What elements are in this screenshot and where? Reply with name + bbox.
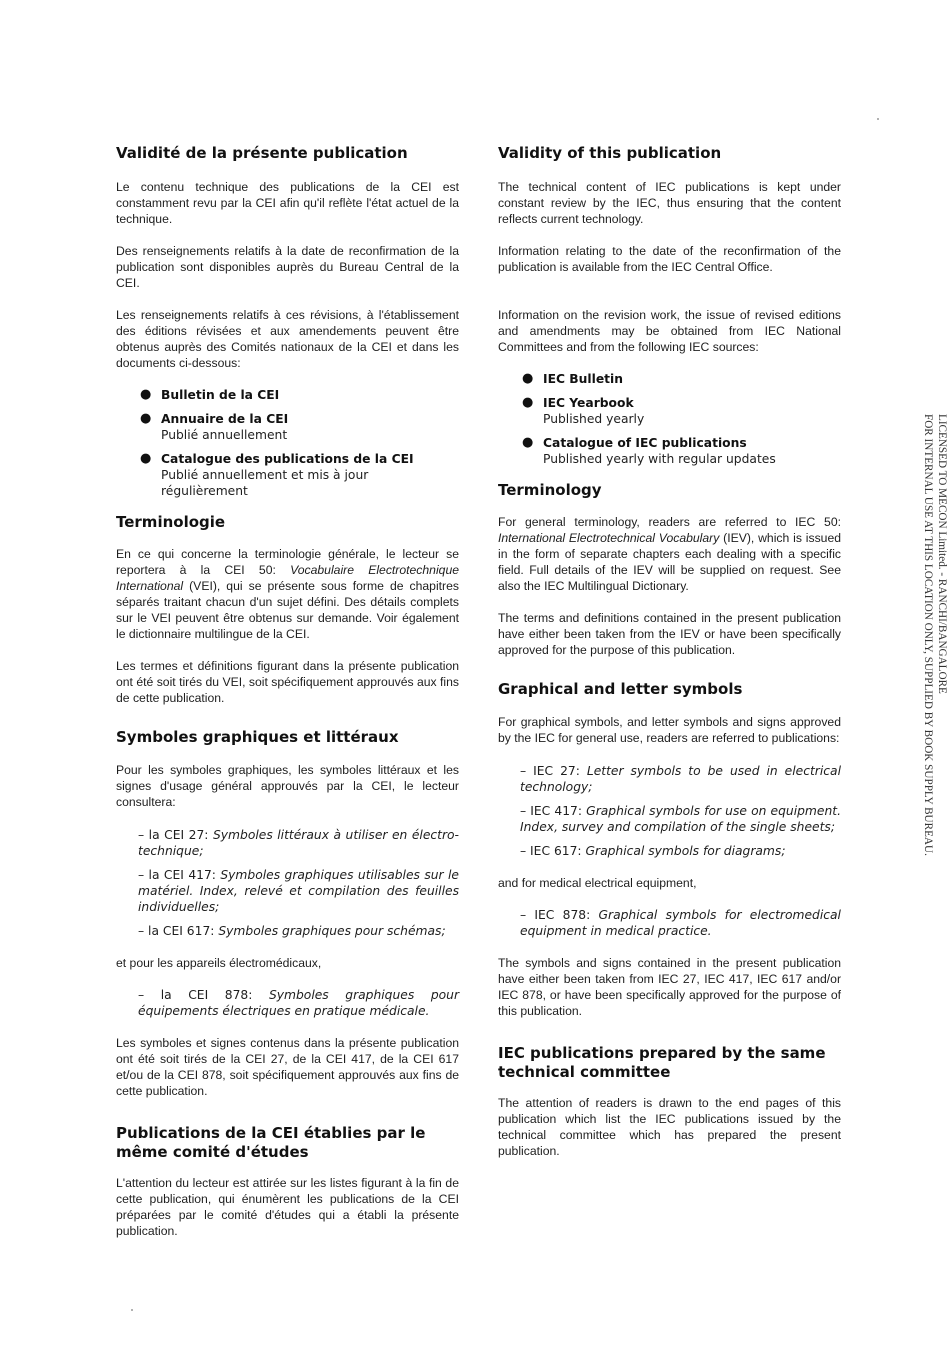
license-line-1: LICENSED TO MECON Limited. - RANCHI/BANGALORE	[936, 414, 948, 694]
fr-symbols-cei617: – la CEI 617: Symboles graphiques pour schémas;	[138, 924, 446, 938]
fr-symbols-cei417: – la CEI 417: Symboles graphiques utilisables sur le matériel. Index, relevé et compilation des feuilles individuelles;	[138, 868, 459, 914]
en-symbols-iec617: – IEC 617: Graphical symbols for diagrams;	[520, 844, 786, 858]
bullet-icon: ●	[140, 451, 152, 466]
en-bullet1-title: IEC Bulletin	[543, 372, 624, 386]
bullet-icon: ●	[522, 371, 534, 386]
bullet-icon: ●	[140, 387, 152, 402]
bullet-icon: ●	[140, 411, 152, 426]
en-symbols-p3: The symbols and signs contained in the present publication have either been taken from IEC 27, IEC 417, IEC 617 and/or IEC 878, or have been specifically approved for the purpose of this publication.	[498, 956, 841, 1018]
fr-symbols-p3: Les symboles et signes contenus dans la présente publication ont été soit tirés de la CEI 27, de la CEI 417, de la CEI 617 et/ou de la CEI 878, soit spécifiquement approuvés aux fins de cette publication.	[116, 1036, 459, 1098]
fr-bullet2-sub: Publié annuellement	[161, 428, 288, 442]
fr-bullet2-title: Annuaire de la CEI	[161, 412, 289, 426]
fr-symbols-p2: et pour les appareils électromédicaux,	[116, 956, 322, 970]
en-symbols-p2: and for medical electrical equipment,	[498, 876, 697, 890]
en-symbols-iec27: – IEC 27: Letter symbols to be used in electrical technology;	[520, 764, 841, 794]
en-symbols-iec417: – IEC 417: Graphical symbols for use on equipment. Index, survey and compilation of the single sheets;	[520, 804, 841, 834]
english-column	[498, 142, 841, 1159]
en-committee-heading: IEC publications prepared by the same technical committee	[498, 1044, 826, 1081]
scan-speck	[877, 118, 879, 120]
fr-symbols-cei27: – la CEI 27: Symboles littéraux à utiliser en électro-technique;	[138, 828, 459, 858]
fr-committee-heading: Publications de la CEI établies par le même comité d'études	[116, 1124, 426, 1161]
en-bullet3-title: Catalogue of IEC publications	[543, 436, 747, 450]
fr-terminology-p2: Les termes et définitions figurant dans la présente publication ont été soit tirés du VEI, soit spécifiquement approuvés aux fins de cette publication.	[116, 659, 459, 705]
en-terminology-p1: For general terminology, readers are referred to IEC 50: International Electrotechnical Vocabulary (IEV), which is issued in the form of separate chapters each dealing with a specific field. Full details of the IEV will be supplied on request. See also the IEC Multilingual Dictionary.	[498, 515, 841, 593]
fr-validity-heading: Validité de la présente publication	[116, 144, 408, 162]
fr-bullet3-sub: Publié annuellement et mis à jour régulièrement	[161, 468, 369, 498]
en-bullet-bulletin	[498, 371, 841, 387]
fr-terminology-heading: Terminologie	[116, 513, 226, 531]
scan-speck	[131, 1309, 133, 1311]
en-validity-p1: The technical content of IEC publications is kept under constant review by the IEC, thus ensuring that the content reflects current technology.	[498, 180, 841, 226]
license-line-2: FOR INTERNAL USE AT THIS LOCATION ONLY, SUPPLIED BY BOOK SUPPLY BUREAU.	[922, 414, 934, 856]
fr-validity-p1: Le contenu technique des publications de la CEI est constamment revu par la CEI afin qu'il reflète l'état actuel de la technique.	[116, 180, 459, 226]
bullet-icon: ●	[522, 435, 534, 450]
fr-bullet-bulletin	[116, 387, 459, 403]
fr-terminology-p1: En ce qui concerne la terminologie générale, le lecteur se reportera à la CEI 50: Vocabulaire Electrotechnique International (VEI), qui se présente sous forme de chapitres séparés traitant chacun d'un sujet défini. Des détails complets sur le VEI peuvent être obtenus sur demande. Voir également le dictionnaire multilingue de la CEI.	[116, 547, 459, 641]
en-bullet3-sub: Published yearly with regular updates	[543, 452, 776, 466]
fr-bullet-catalogue	[116, 451, 459, 499]
fr-validity-p2: Des renseignements relatifs à la date de reconfirmation de la publication sont disponibles auprès du Bureau Central de la CEI.	[116, 244, 459, 290]
fr-bullet3-title: Catalogue des publications de la CEI	[161, 452, 414, 466]
en-committee-p1: The attention of readers is drawn to the end pages of this publication which list the IEC publications issued by the technical committee which has prepared the present publication.	[498, 1096, 841, 1158]
en-symbols-p1: For graphical symbols, and letter symbols and signs approved by the IEC for general use, readers are referred to publications:	[498, 715, 841, 745]
en-symbols-iec878: – IEC 878: Graphical symbols for electromedical equipment in medical practice.	[520, 908, 841, 938]
fr-bullet-annuaire	[116, 411, 459, 443]
license-watermark	[917, 414, 949, 924]
bullet-icon: ●	[522, 395, 534, 410]
en-validity-heading: Validity of this publication	[498, 144, 722, 162]
en-terminology-p2: The terms and definitions contained in the present publication have either been taken from the IEV or have been specifically approved for the purpose of this publication.	[498, 611, 841, 657]
fr-committee-p1: L'attention du lecteur est attirée sur les listes figurant à la fin de cette publication, qui énumèrent les publications de la CEI préparées par le comité d'études qui a établi la présente publication.	[116, 1176, 459, 1238]
en-terminology-heading: Terminology	[498, 481, 602, 499]
en-bullet-catalogue	[498, 435, 841, 467]
en-symbols-heading: Graphical and letter symbols	[498, 680, 743, 698]
en-bullet2-title: IEC Yearbook	[543, 396, 634, 410]
fr-symbols-heading: Symboles graphiques et littéraux	[116, 728, 399, 746]
en-validity-p3: Information on the revision work, the issue of revised editions and amendments may be obtained from IEC National Committees and from the following IEC sources:	[498, 308, 841, 354]
en-bullet2-sub: Published yearly	[543, 412, 645, 426]
fr-symbols-cei878: – la CEI 878: Symboles graphiques pour équipements électriques en pratique médicale.	[138, 988, 459, 1018]
fr-validity-p3: Les renseignements relatifs à ces révisions, à l'établissement des éditions révisées et aux amendements peuvent être obtenus auprès des Comités nationaux de la CEI et dans les documents ci-dessous:	[116, 308, 459, 370]
en-sources-list	[498, 371, 841, 467]
fr-symbols-p1: Pour les symboles graphiques, les symboles littéraux et les signes d'usage général approuvés par la CEI, le lecteur consultera:	[116, 763, 459, 809]
fr-bullet1-title: Bulletin de la CEI	[161, 388, 280, 402]
fr-sources-list	[116, 387, 459, 499]
en-validity-p2: Information relating to the date of the reconfirmation of the publication is available from the IEC Central Office.	[498, 244, 841, 274]
en-bullet-yearbook	[498, 395, 841, 427]
french-column	[116, 142, 459, 1239]
